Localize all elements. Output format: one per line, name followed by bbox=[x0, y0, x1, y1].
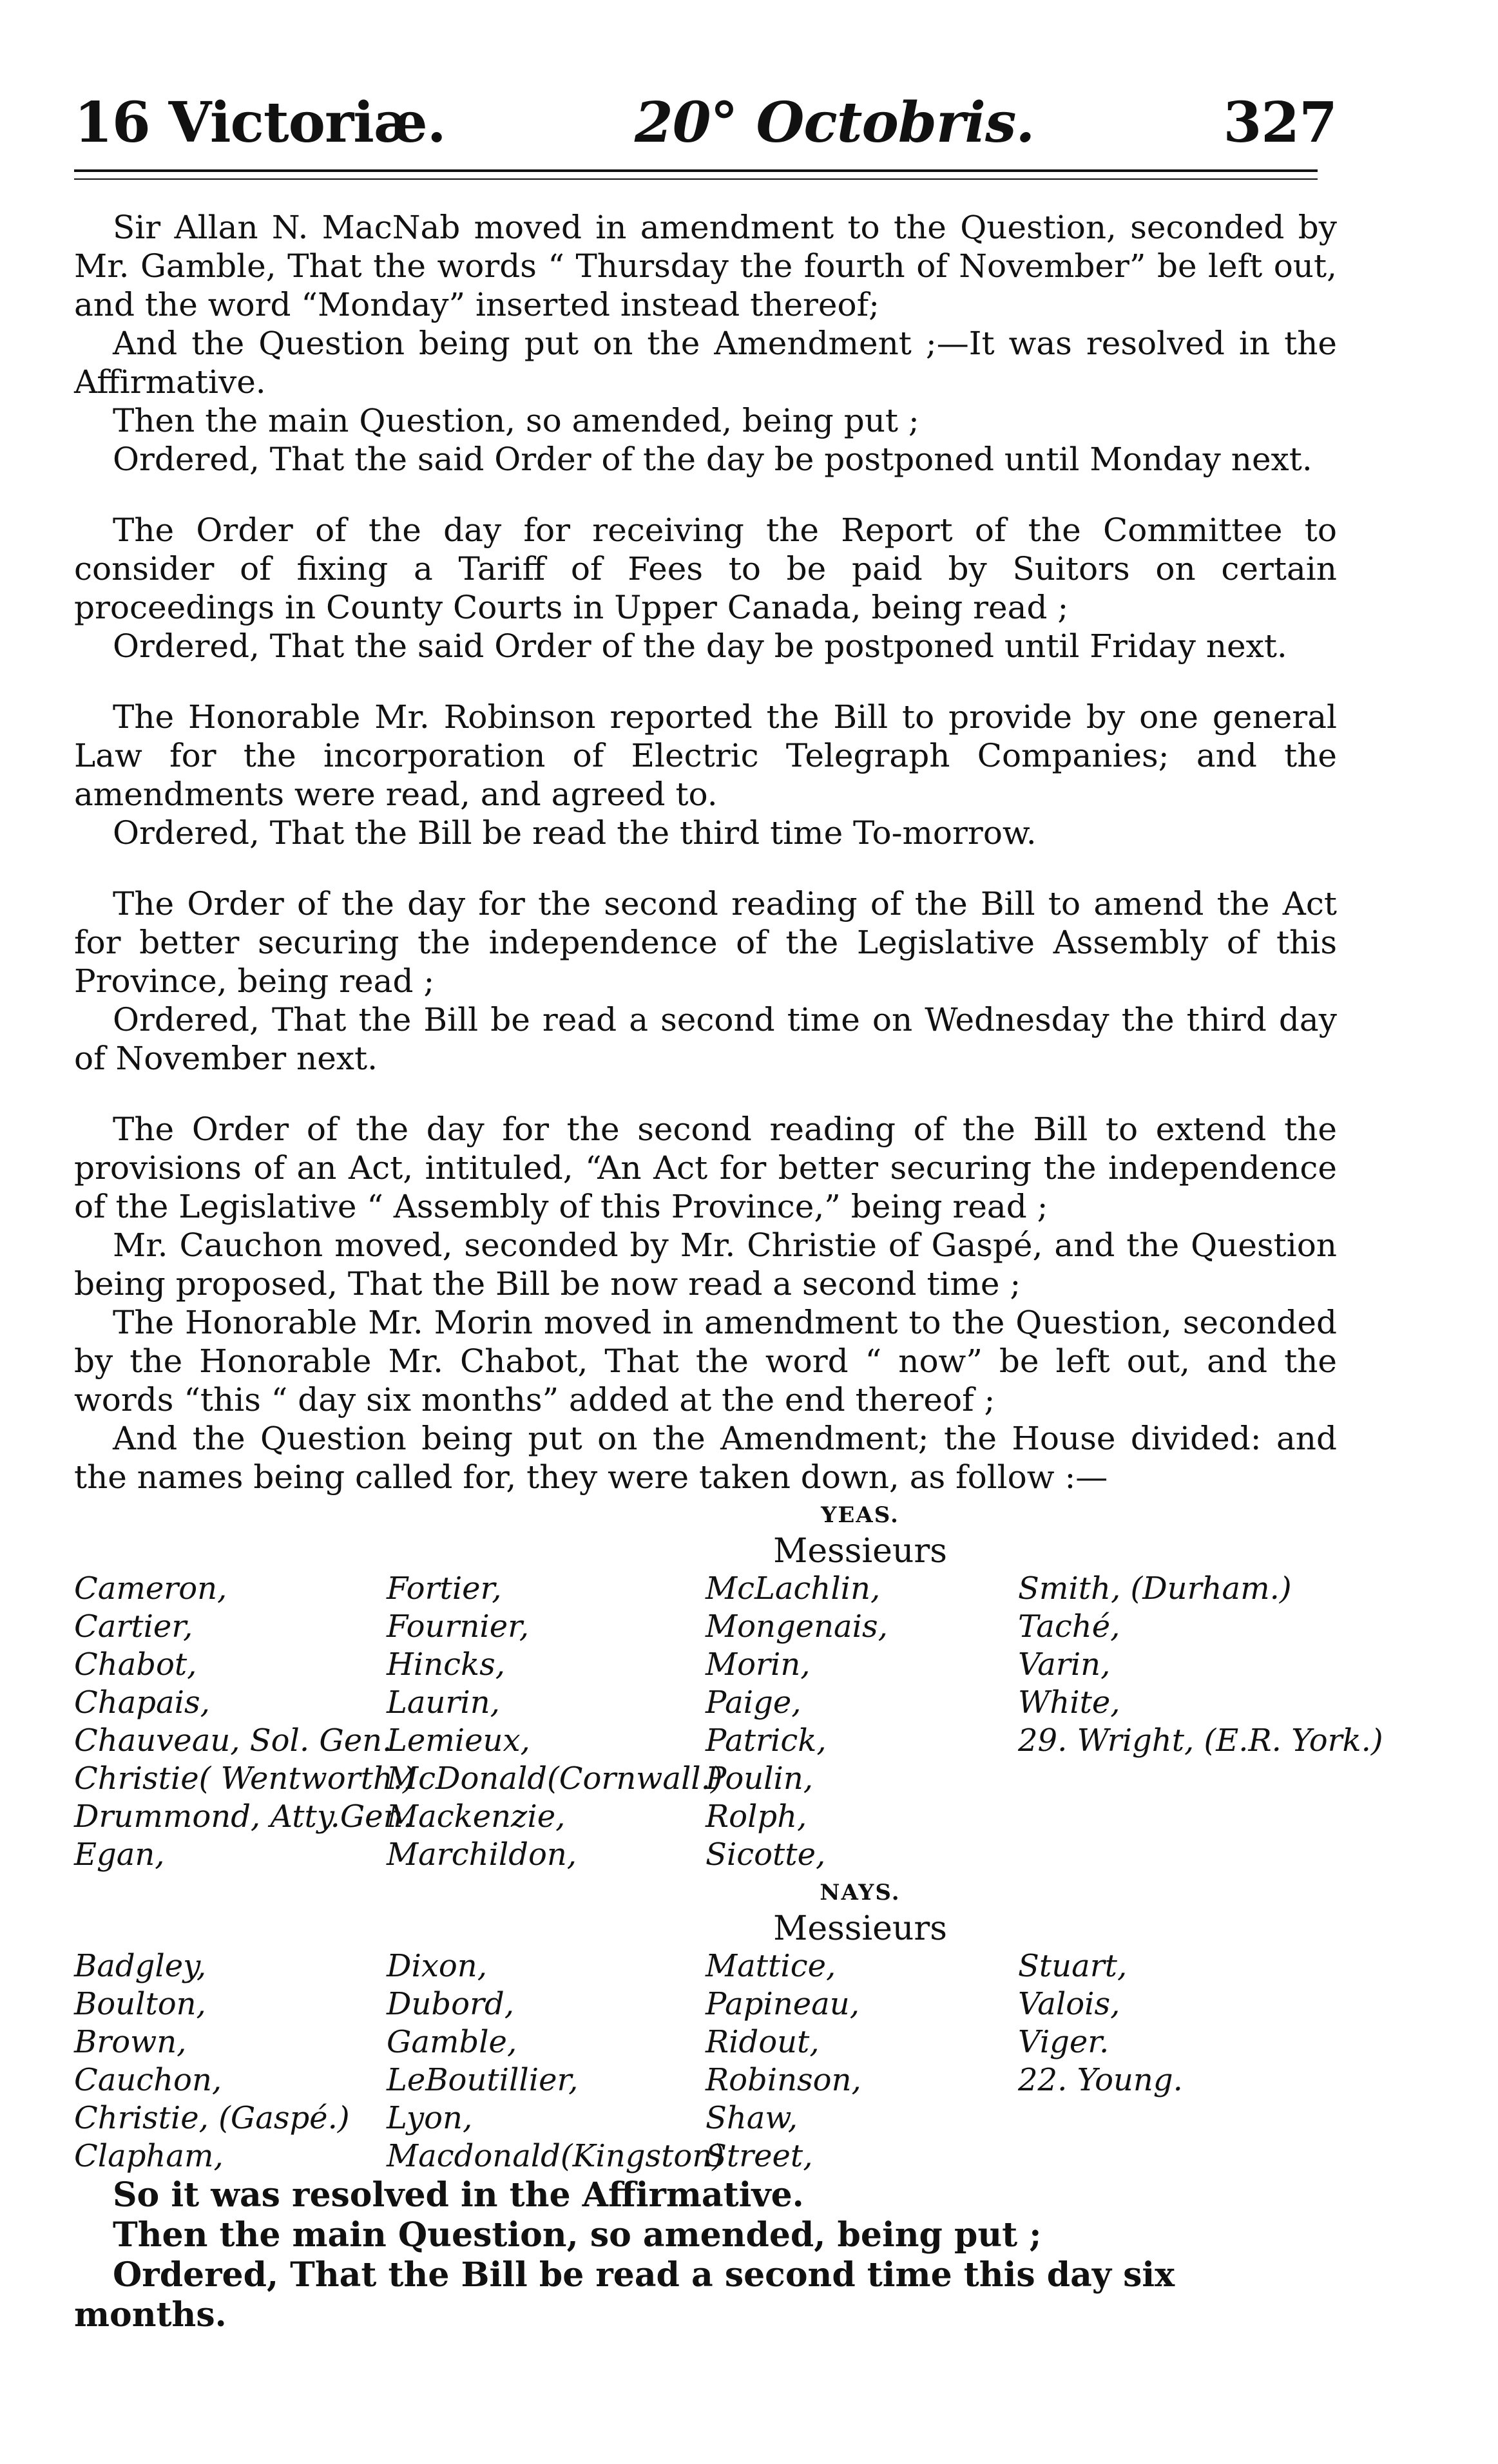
member-name: Boulton, bbox=[74, 1986, 206, 2022]
paragraph-line: Sir Allan N. MacNab moved in amendment to the Question, seconded by Mr. Gamble, That the words “ Thursday the fourth of November” be left out, and the word “Monday” inserted instead thereof; bbox=[74, 209, 1337, 323]
member-name: LeBoutillier, bbox=[387, 2062, 579, 2098]
entry-extend-provisions-bill bbox=[74, 1110, 1337, 1496]
member-name bbox=[1018, 1760, 1337, 1798]
paragraph-line: The Order of the day for the second reading of the Bill to amend the Act for better securing the independence of the Legislative Assembly of this Province, being read ; bbox=[74, 885, 1337, 1000]
header-rule bbox=[74, 169, 1318, 180]
member-name: Poulin, bbox=[706, 1761, 814, 1797]
paragraph-line: The Order of the day for receiving the Report of the Committee to consider of fixing a Tariff of Fees to be paid by Suitors on certain proceedings in County Courts in Upper Canada, being read ; bbox=[74, 511, 1337, 626]
member-name bbox=[1018, 2099, 1337, 2137]
page-header bbox=[74, 90, 1337, 155]
division-result bbox=[74, 2175, 1337, 2335]
member-name: Brown, bbox=[74, 2024, 187, 2060]
member-name: Chapais, bbox=[74, 1685, 210, 1721]
member-name: Clapham, bbox=[74, 2138, 224, 2174]
member-name: Mackenzie, bbox=[387, 1799, 566, 1835]
entry-amendment-monday bbox=[74, 208, 1337, 479]
member-name: Laurin, bbox=[387, 1685, 500, 1721]
member-name: Smith, (Durham.) bbox=[1018, 1571, 1292, 1607]
member-name: Lemieux, bbox=[387, 1723, 530, 1759]
member-name: Hincks, bbox=[387, 1647, 505, 1683]
member-name: Fournier, bbox=[387, 1609, 530, 1645]
header-date: 20° Octobris. bbox=[634, 90, 1035, 155]
member-name: McDonald(Cornwall.) bbox=[387, 1761, 723, 1797]
page bbox=[74, 90, 1383, 2335]
paragraph-line: Ordered, That the Bill be read a second time on Wednesday the third day of November next. bbox=[74, 1001, 1337, 1077]
entry-independence-bill bbox=[74, 884, 1337, 1078]
member-name: Drummond, Atty.Gen. bbox=[74, 1799, 413, 1835]
nays-names-list bbox=[74, 1947, 1337, 2175]
paragraph-line: And the Question being put on the Amendment ;—It was resolved in the Affirmative. bbox=[74, 325, 1337, 401]
entry-tariff-of-fees bbox=[74, 511, 1337, 665]
paragraph-line: Ordered, That the Bill be read the third time To-morrow. bbox=[113, 814, 1037, 852]
result-line: So it was resolved in the Affirmative. bbox=[113, 2175, 804, 2215]
member-name: Stuart, bbox=[1018, 1948, 1128, 1984]
result-line: Then the main Question, so amended, being put ; bbox=[113, 2215, 1042, 2255]
paragraph-line: And the Question being put on the Amendment; the House divided: and the names being called for, they were taken down, as follow :— bbox=[74, 1420, 1337, 1496]
member-name: Street, bbox=[706, 2138, 813, 2174]
member-name: Christie, (Gaspé.) bbox=[74, 2100, 350, 2136]
member-name: Egan, bbox=[74, 1837, 165, 1873]
member-name: Mongenais, bbox=[706, 1609, 888, 1645]
paragraph-line: The Order of the day for the second reading of the Bill to extend the provisions of an Act, intituled, “An Act for better securing the independence of the Legislative “ Assembly of this Province,” being read ; bbox=[74, 1111, 1337, 1225]
member-name: Taché, bbox=[1018, 1609, 1120, 1645]
member-name: Gamble, bbox=[387, 2024, 517, 2060]
member-name: Sicotte, bbox=[706, 1837, 826, 1873]
member-name: Morin, bbox=[706, 1647, 811, 1683]
member-name: Viger. bbox=[1018, 2024, 1109, 2060]
member-name: Papineau, bbox=[706, 1986, 859, 2022]
member-name: Mattice, bbox=[706, 1948, 836, 1984]
nays-messieurs: Messieurs bbox=[773, 1909, 947, 1948]
entry-telegraph-bill bbox=[74, 698, 1337, 852]
yeas-label: YEAS. bbox=[821, 1502, 899, 1528]
member-name: Chauveau, Sol. Gen. bbox=[74, 1723, 392, 1759]
member-name: Cauchon, bbox=[74, 2062, 222, 2098]
member-name: McLachlin, bbox=[706, 1571, 881, 1607]
header-regnal-year: 16 Victoriæ. bbox=[74, 90, 446, 155]
member-name: Lyon, bbox=[387, 2100, 473, 2136]
paragraph-line: Ordered, That the said Order of the day be postponed until Friday next. bbox=[113, 627, 1287, 665]
member-name: Dixon, bbox=[387, 1948, 487, 1984]
paragraph-line: Mr. Cauchon moved, seconded by Mr. Christie of Gaspé, and the Question being proposed, That the Bill be now read a second time ; bbox=[74, 1227, 1337, 1303]
member-name: Ridout, bbox=[706, 2024, 820, 2060]
member-name: Cartier, bbox=[74, 1609, 193, 1645]
nays-label: NAYS. bbox=[820, 1880, 901, 1905]
member-name: Macdonald(Kingston) bbox=[387, 2138, 724, 2174]
member-name: Badgley, bbox=[74, 1948, 207, 1984]
yeas-names-list bbox=[74, 1570, 1383, 1874]
member-name: Valois, bbox=[1018, 1986, 1120, 2022]
member-name: Fortier, bbox=[387, 1571, 502, 1607]
member-name: 29. Wright, (E.R. York.) bbox=[1018, 1723, 1383, 1759]
member-name: Dubord, bbox=[387, 1986, 514, 2022]
member-name: Cameron, bbox=[74, 1571, 227, 1607]
paragraph-line: The Honorable Mr. Robinson reported the Bill to provide by one general Law for the incorporation of Electric Telegraph Companies; and the amendments were read, and agreed to. bbox=[74, 698, 1337, 813]
member-name: Shaw, bbox=[706, 2100, 798, 2136]
member-name: Chabot, bbox=[74, 1647, 197, 1683]
journal-body bbox=[74, 208, 1383, 2335]
member-name: Rolph, bbox=[706, 1799, 807, 1835]
member-name: Varin, bbox=[1018, 1647, 1111, 1683]
member-name: Paige, bbox=[706, 1685, 802, 1721]
page-number: 327 bbox=[1223, 90, 1337, 155]
yeas-messieurs: Messieurs bbox=[773, 1532, 947, 1571]
member-name: Robinson, bbox=[706, 2062, 861, 2098]
member-name bbox=[1018, 1798, 1337, 1836]
paragraph-line: The Honorable Mr. Morin moved in amendment to the Question, seconded by the Honorable Mr. Chabot, That the word “ now” be left out, and the words “this “ day six months” added at the end thereof ; bbox=[74, 1304, 1337, 1418]
member-name: Marchildon, bbox=[387, 1837, 577, 1873]
member-name bbox=[1018, 2137, 1337, 2175]
result-line: Ordered, That the Bill be read a second time this day six months. bbox=[74, 2255, 1175, 2335]
member-name: White, bbox=[1018, 1685, 1120, 1721]
member-name: Patrick, bbox=[706, 1723, 827, 1759]
member-name: 22. Young. bbox=[1018, 2062, 1183, 2098]
member-name: Christie( Wentworth.) bbox=[74, 1761, 415, 1797]
paragraph-line: Then the main Question, so amended, being put ; bbox=[113, 402, 919, 439]
member-name bbox=[1018, 1836, 1337, 1874]
paragraph-line: Ordered, That the said Order of the day be postponed until Monday next. bbox=[113, 441, 1312, 478]
